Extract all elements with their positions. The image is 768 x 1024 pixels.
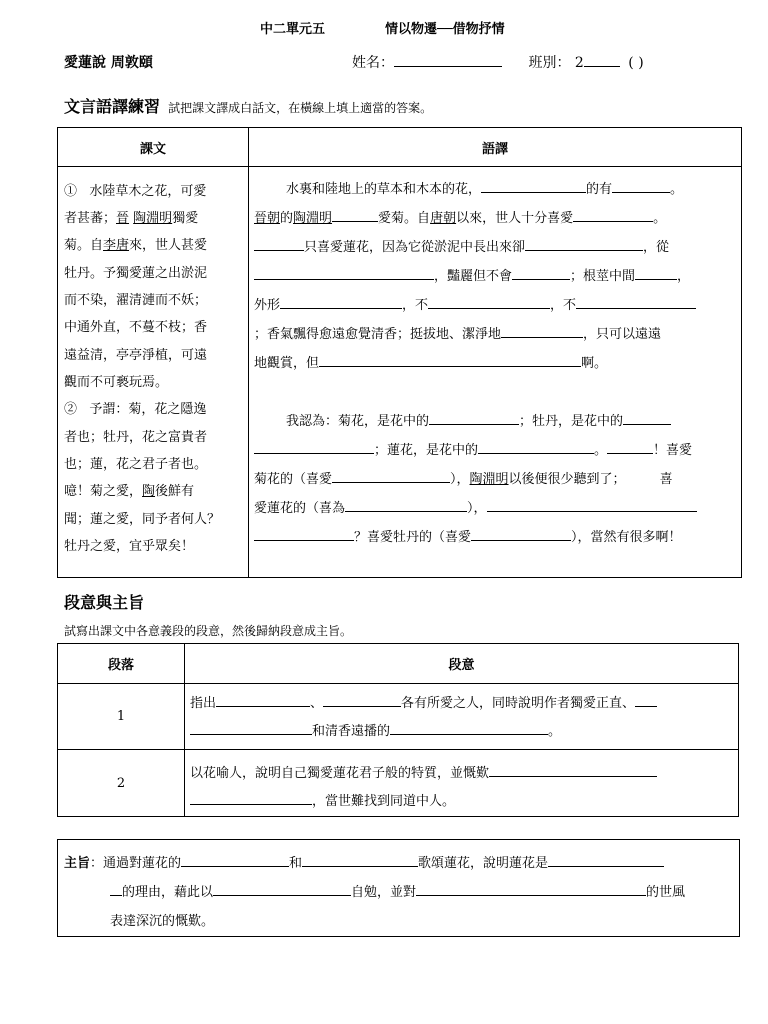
section1-instruction: 試把課文譯成白話文，在橫線上填上適當的答案。 — [168, 101, 433, 115]
blank-field[interactable] — [481, 179, 586, 193]
blank-field[interactable] — [548, 853, 664, 867]
meaning-segment: 各有所愛之人，同時說明作者獨愛正直、 — [401, 696, 636, 711]
translation-segment: ）， — [467, 501, 487, 516]
blank-field[interactable] — [190, 791, 312, 805]
translation-segment: 。 — [653, 211, 667, 226]
meaning-segment: 和清香遠播的 — [312, 724, 391, 739]
translation-segment: 水裏和陸地上的草本和木本的花， — [286, 182, 482, 197]
blank-field[interactable] — [319, 353, 581, 367]
translation-segment: ，從 — [643, 240, 670, 255]
blank-field[interactable] — [323, 693, 401, 707]
translation-segment: ），當然有很多啊！ — [571, 530, 682, 545]
name-label: 姓名： — [352, 55, 394, 71]
row1-number: 1 — [58, 684, 185, 750]
blank-field[interactable] — [254, 266, 434, 280]
original-line: 陶 — [142, 484, 156, 499]
blank-field[interactable] — [612, 179, 670, 193]
meaning-segment: ，當世難找到同道中人。 — [312, 794, 456, 809]
theme-segment: ：通過對蓮花的 — [90, 856, 182, 871]
name-field[interactable] — [394, 53, 502, 67]
section2-title: 段意與主旨 — [64, 593, 145, 612]
theme-text — [64, 852, 734, 932]
blank-field[interactable] — [576, 295, 696, 309]
theme-segment: 表達深沉的慨歎。 — [110, 914, 215, 929]
translation-segment: 的 — [280, 211, 294, 226]
theme-segment: 歌頌蓮花，說明蓮花是 — [418, 856, 549, 871]
col-header-translation: 語譯 — [249, 128, 742, 167]
class-field[interactable] — [584, 53, 620, 67]
translation-segment: ；蓮花，是花中的 — [374, 443, 479, 458]
section2-instruction: 試寫出課文中各意義段的段意，然後歸納段意成主旨。 — [64, 624, 353, 638]
col-header-paragraph: 段落 — [58, 644, 185, 684]
theme-segment: 和 — [289, 856, 303, 871]
theme-segment: 的理由，藉此以 — [122, 885, 214, 900]
theme-segment: 的世風 — [646, 885, 686, 900]
col-header-text: 課文 — [58, 128, 249, 167]
translation-segment: 晉朝 — [254, 211, 281, 226]
translation-segment: ！喜愛 — [653, 443, 693, 458]
paragraph-meanings — [190, 692, 730, 822]
original-line: 水陸草木之花，可愛 — [89, 184, 207, 199]
blank-field[interactable] — [345, 498, 467, 512]
blank-field[interactable] — [487, 498, 697, 512]
original-line: 中通外直，不蔓不枝；香 — [64, 320, 208, 335]
translation-segment: 以來，世人十分喜愛 — [456, 211, 574, 226]
row2-number: 2 — [58, 750, 185, 817]
original-line: 獨愛 — [172, 211, 199, 226]
translation-segment: 陶淵明 — [293, 211, 333, 226]
original-line: 來，世人甚愛 — [129, 238, 208, 253]
para1-number: ① — [64, 184, 78, 199]
blank-field[interactable] — [110, 882, 122, 896]
translation-segment: 啊。 — [581, 356, 608, 371]
meaning-segment: 、 — [310, 696, 324, 711]
translation-segment: 以後便很少聽到了； — [508, 472, 626, 487]
blank-field[interactable] — [213, 882, 351, 896]
theme-title: 情以物遷──借物抒情 — [385, 22, 505, 37]
original-line: 予謂：菊，花之隱逸 — [89, 402, 207, 417]
blank-field[interactable] — [254, 440, 374, 454]
blank-field[interactable] — [607, 440, 653, 454]
blank-field[interactable] — [254, 237, 304, 251]
blank-field[interactable] — [471, 527, 571, 541]
translation-segment: ，只可以遠遠 — [583, 327, 662, 342]
translation-segment: ，不 — [402, 298, 429, 313]
translation-segment: 地觀賞，但 — [254, 356, 320, 371]
original-text — [64, 178, 244, 578]
original-line: 者也；牡丹，花之富貴者 — [64, 430, 208, 445]
original-line: 牡丹之愛，宜乎眾矣！ — [64, 539, 195, 554]
blank-field[interactable] — [429, 411, 519, 425]
original-line: 遠益清，亭亭淨植，可遠 — [64, 348, 208, 363]
translation-segment: ，不 — [550, 298, 577, 313]
class-number: ( ) — [628, 55, 644, 71]
original-line: 牡丹。予獨愛蓮之出淤泥 — [64, 266, 208, 281]
col-header-meaning: 段意 — [185, 644, 739, 684]
original-line: 噫！菊之愛， — [64, 484, 143, 499]
class-label: 班別： — [528, 55, 571, 71]
original-line: 而不染，濯清漣而不妖； — [64, 293, 208, 308]
translation-text — [254, 178, 738, 578]
lesson-title: 愛蓮說 周敦頤 — [64, 55, 153, 71]
meaning-segment: 。 — [548, 724, 562, 739]
original-line: 後鮮有 — [155, 484, 195, 499]
translation-segment: ；香氣飄得愈遠愈覺清香；挺拔地、潔淨地 — [254, 327, 502, 342]
original-line: 菊。自 — [64, 238, 104, 253]
original-line: 也；蓮，花之君子者也。 — [64, 457, 208, 472]
translation-segment: ， — [677, 269, 691, 284]
blank-field[interactable] — [216, 693, 310, 707]
translation-segment: 愛蓮花的（喜為 — [254, 501, 346, 516]
original-line: 陶淵明 — [133, 211, 173, 226]
blank-field[interactable] — [428, 295, 550, 309]
blank-field[interactable] — [478, 440, 594, 454]
student-info — [352, 52, 644, 72]
blank-field[interactable] — [332, 208, 378, 222]
blank-field[interactable] — [416, 882, 646, 896]
original-line: 李唐 — [103, 238, 130, 253]
theme-segment: 自勉，並對 — [351, 885, 417, 900]
blank-field[interactable] — [623, 411, 671, 425]
translation-segment: ？喜愛牡丹的（喜愛 — [354, 530, 472, 545]
translation-segment: 唐朝 — [430, 211, 457, 226]
class-value: 2 — [574, 55, 584, 71]
meaning-segment: 以花喻人，說明自己獨愛蓮花君子般的特質，並慨歎 — [190, 766, 490, 781]
translation-segment: 喜 — [659, 472, 673, 487]
blank-field[interactable] — [181, 853, 289, 867]
translation-segment: 愛菊。自 — [378, 211, 431, 226]
blank-field[interactable] — [390, 721, 548, 735]
translation-segment: 只喜愛蓮花，因為它從淤泥中長出來卻 — [304, 240, 526, 255]
blank-field[interactable] — [512, 266, 570, 280]
blank-field[interactable] — [332, 469, 450, 483]
blank-field[interactable] — [635, 266, 677, 280]
blank-field[interactable] — [635, 693, 657, 707]
translation-segment: 。 — [594, 443, 608, 458]
translation-segment: ；根莖中間 — [570, 269, 636, 284]
blank-field[interactable] — [573, 208, 653, 222]
blank-field[interactable] — [190, 721, 312, 735]
section1-title: 文言語譯練習 — [64, 97, 161, 116]
blank-field[interactable] — [280, 295, 402, 309]
unit-title: 中二單元五 — [260, 22, 326, 37]
para2-number: ② — [64, 402, 78, 417]
blank-field[interactable] — [302, 853, 418, 867]
translation-segment: 我認為：菊花，是花中的 — [286, 414, 430, 429]
blank-field[interactable] — [254, 527, 354, 541]
translation-segment: ；牡丹，是花中的 — [519, 414, 624, 429]
translation-segment: 。 — [670, 182, 684, 197]
blank-field[interactable] — [501, 324, 583, 338]
translation-segment: 外形 — [254, 298, 281, 313]
theme-label: 主旨 — [64, 856, 91, 871]
translation-segment: 陶淵明 — [469, 472, 509, 487]
original-line: 觀而不可褻玩焉。 — [64, 375, 169, 390]
meaning-segment: 指出 — [190, 696, 217, 711]
original-line: 晉 — [116, 211, 130, 226]
original-line: 聞；蓮之愛，同予者何人？ — [64, 512, 221, 527]
translation-segment: ，豔麗但不會 — [434, 269, 513, 284]
original-line: 者甚蕃； — [64, 211, 117, 226]
translation-segment: 的有 — [586, 182, 613, 197]
section1-heading — [64, 94, 432, 117]
blank-field[interactable] — [525, 237, 643, 251]
blank-field[interactable] — [489, 763, 657, 777]
translation-segment: 菊花的（喜愛 — [254, 472, 333, 487]
translation-segment: ）， — [450, 472, 470, 487]
